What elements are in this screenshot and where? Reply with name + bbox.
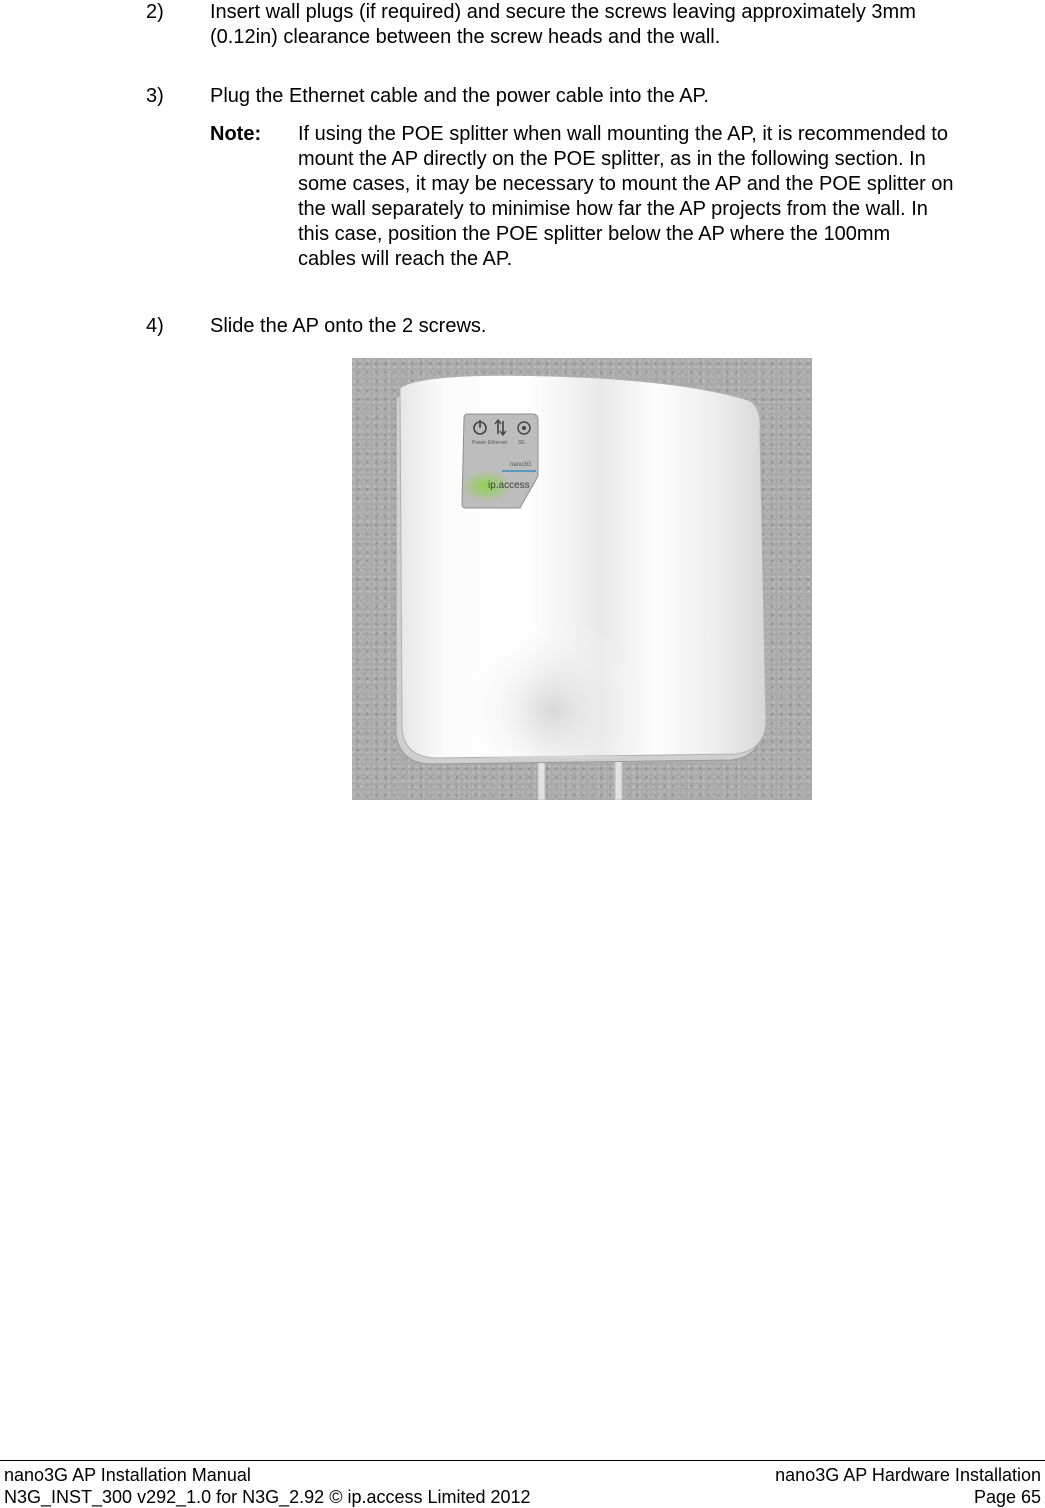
- note-text: [298, 122, 1043, 272]
- ethernet-cable: [538, 758, 545, 800]
- footer-divider: [0, 1460, 1045, 1461]
- step-text: [210, 0, 1040, 50]
- step-text: Slide the AP onto the 2 screws.: [210, 315, 487, 337]
- note-line: mount the AP directly on the POE splitter, as in the following section. In: [298, 148, 926, 170]
- note-line: this case, position the POE splitter below the AP where the 100mm: [298, 223, 891, 245]
- panel-label-ethernet: Ethernet: [488, 440, 507, 446]
- note-line: cables will reach the AP.: [298, 248, 513, 270]
- step-text-line: (0.12in) clearance between the screw heads and the wall.: [210, 26, 721, 48]
- footer-page-number: Page 65: [973, 1487, 1041, 1507]
- note-line: If using the POE splitter when wall mounting the AP, it is recommended to: [298, 123, 948, 145]
- note-label: Note:: [210, 123, 262, 145]
- step-number: 3): [146, 85, 164, 107]
- step-number: 4): [146, 315, 164, 337]
- product-name: nano3G: [510, 462, 532, 468]
- step-number: 2): [146, 1, 164, 23]
- ap-wall-mount-figure: [352, 358, 812, 800]
- footer-document-id: N3G_INST_300 v292_1.0 for N3G_2.92 © ip.access Limited 2012: [4, 1487, 531, 1507]
- note-line: the wall separately to minimise how far the AP projects from the wall. In: [298, 198, 928, 220]
- brand-logo: ip.access: [488, 480, 530, 491]
- note-line: some cases, it may be necessary to mount the AP and the POE splitter on: [298, 173, 954, 195]
- footer-manual-title: nano3G AP Installation Manual: [4, 1465, 251, 1485]
- power-cable: [615, 758, 622, 800]
- panel-label-power: Power: [472, 440, 487, 446]
- ap-device-illustration: [352, 358, 812, 800]
- footer-section-title: nano3G AP Hardware Installation: [775, 1465, 1041, 1485]
- panel-label-3g: 3G: [518, 440, 525, 446]
- step-text-line: Insert wall plugs (if required) and secure the screws leaving approximately 3mm: [210, 1, 916, 23]
- step-text: Plug the Ethernet cable and the power cable into the AP.: [210, 85, 709, 107]
